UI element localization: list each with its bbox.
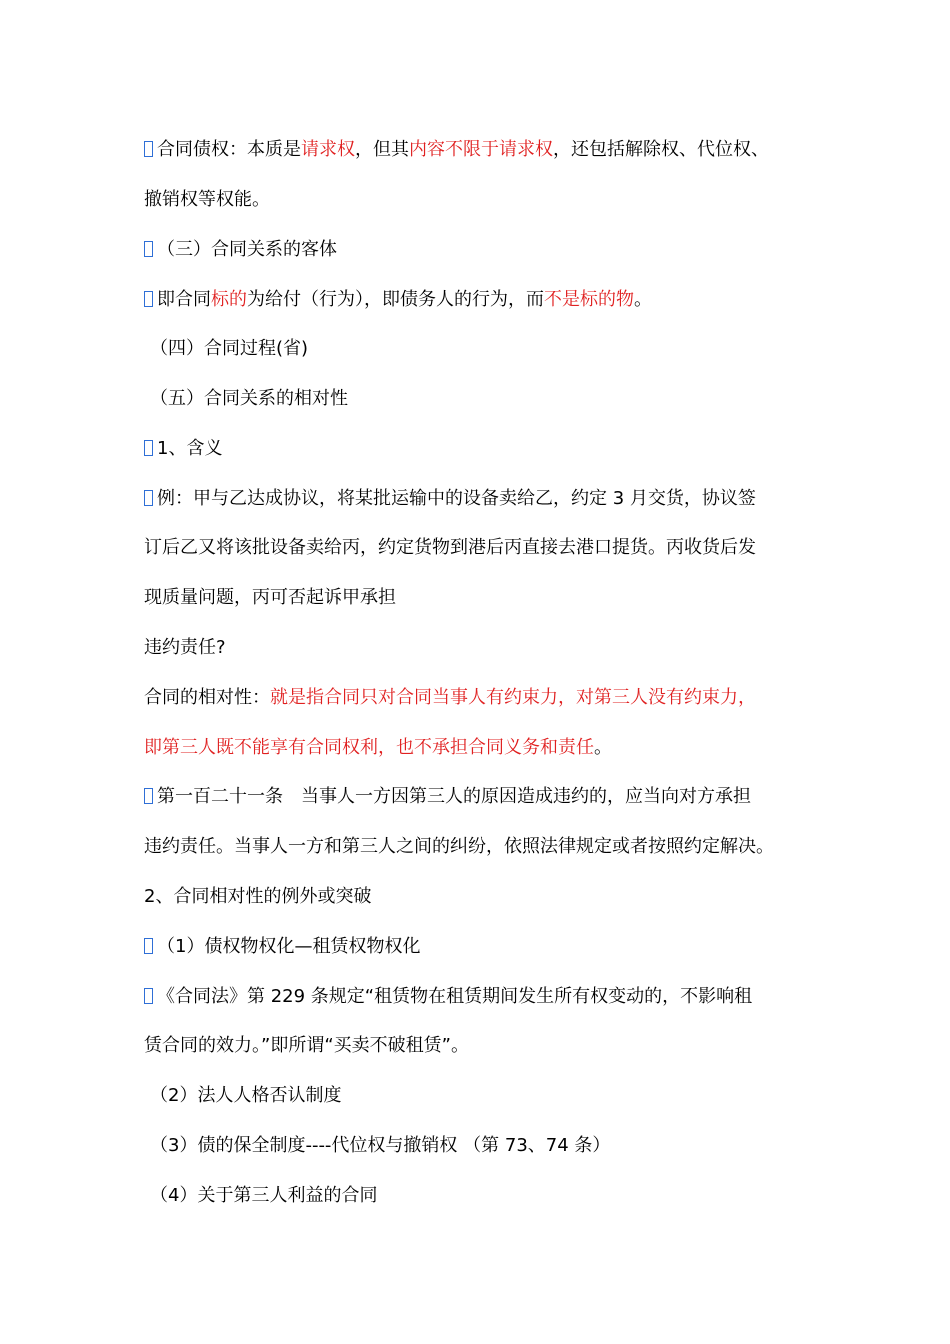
body-text: 1、含义 xyxy=(157,438,223,459)
text-line xyxy=(144,832,844,862)
body-text: 撤销权等权能。 xyxy=(144,189,270,210)
body-text: （1）债权物权化—租赁权物权化 xyxy=(157,936,421,957)
list-marker-icon xyxy=(144,988,153,1004)
body-text: 《合同法》第 229 条规定“租赁物在租赁期间发生所有权变动的，不影响租 xyxy=(157,986,753,1007)
text-line xyxy=(144,434,844,464)
list-marker-icon xyxy=(144,241,153,257)
body-text: （四）合同过程(省) xyxy=(150,338,309,359)
body-text: 现质量问题，丙可否起诉甲承担 xyxy=(144,587,396,608)
body-text: 即合同 xyxy=(157,289,211,310)
emphasis-text: 标的 xyxy=(211,289,247,310)
body-text: ，但其 xyxy=(355,139,409,160)
body-text: 例：甲与乙达成协议，将某批运输中的设备卖给乙，约定 3 月交货，协议签 xyxy=(157,488,756,509)
text-line xyxy=(144,1081,850,1111)
text-line xyxy=(144,334,850,364)
body-text: （2）法人人格否认制度 xyxy=(150,1085,342,1106)
list-marker-icon xyxy=(144,938,153,954)
text-line xyxy=(144,285,844,315)
body-text: （五）合同关系的相对性 xyxy=(150,388,348,409)
body-text: 订后乙又将该批设备卖给丙，约定货物到港后丙直接去港口提货。丙收货后发 xyxy=(144,537,756,558)
emphasis-text: 请求权 xyxy=(301,139,355,160)
text-line xyxy=(144,185,844,215)
body-text: 。 xyxy=(594,737,612,758)
body-text: 2、合同相对性的例外或突破 xyxy=(144,886,372,907)
list-marker-icon xyxy=(144,440,153,456)
body-text: 为给付（行为），即债务人的行为，而 xyxy=(247,289,544,310)
body-text: 赁合同的效力。”即所谓“买卖不破租赁”。 xyxy=(144,1035,469,1056)
body-text: （三）合同关系的客体 xyxy=(157,239,337,260)
body-text: 合同债权：本质是 xyxy=(157,139,301,160)
text-line xyxy=(144,484,844,514)
body-text: 违约责任。当事人一方和第三人之间的纠纷，依照法律规定或者按照约定解决。 xyxy=(144,836,774,857)
text-line xyxy=(144,135,844,165)
text-line xyxy=(144,1181,850,1211)
text-line xyxy=(144,882,844,912)
emphasis-text: 内容不限于请求权 xyxy=(409,139,553,160)
list-marker-icon xyxy=(144,291,153,307)
body-text: （4）关于第三人利益的合同 xyxy=(150,1185,378,1206)
list-marker-icon xyxy=(144,141,153,157)
text-line xyxy=(144,1031,844,1061)
body-text: （3）债的保全制度----代位权与撤销权 （第 73、74 条） xyxy=(150,1135,611,1156)
text-line xyxy=(144,733,844,763)
text-line xyxy=(144,384,850,414)
text-line xyxy=(144,683,844,713)
text-line xyxy=(144,583,844,613)
text-line xyxy=(144,1131,850,1161)
body-text: 违约责任? xyxy=(144,637,226,658)
body-text: 合同的相对性： xyxy=(144,687,270,708)
text-line xyxy=(144,235,844,265)
text-line xyxy=(144,982,844,1012)
text-line xyxy=(144,932,844,962)
text-line xyxy=(144,633,844,663)
body-text: ，还包括解除权、代位权、 xyxy=(553,139,769,160)
emphasis-text: 不是标的物 xyxy=(544,289,634,310)
list-marker-icon xyxy=(144,788,153,804)
list-marker-icon xyxy=(144,490,153,506)
emphasis-text: 即第三人既不能享有合同权利，也不承担合同义务和责任 xyxy=(144,737,594,758)
text-line xyxy=(144,533,844,563)
text-line xyxy=(144,782,844,812)
body-text: 。 xyxy=(634,289,652,310)
body-text: 第一百二十一条 当事人一方因第三人的原因造成违约的，应当向对方承担 xyxy=(157,786,751,807)
emphasis-text: 就是指合同只对合同当事人有约束力，对第三人没有约束力， xyxy=(270,687,756,708)
